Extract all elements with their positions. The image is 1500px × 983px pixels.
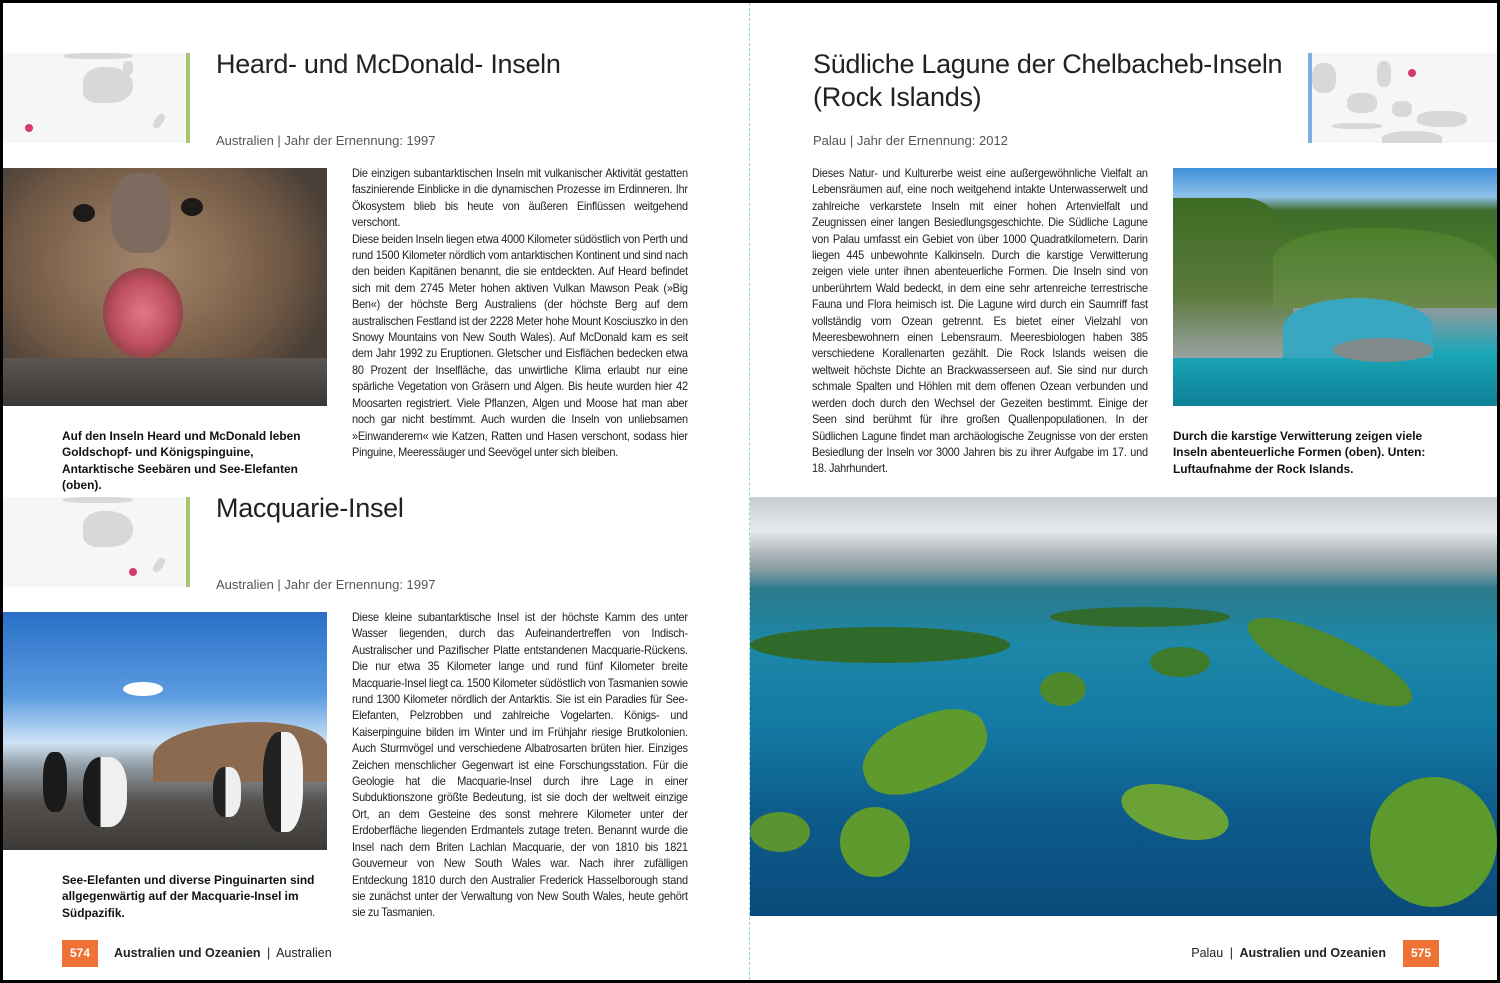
body-paragraph: Dieses Natur- und Kulturerbe weist eine außergewöhnliche Vielfalt an Lebensräumen auf, eine noch weitgehend intakte Unterwasserwelt und zahlreiche verkarstete Inseln mit einer hohen Artenvielfalt und Zeugnissen einer langen Besiedlungsgeschichte. Die Südliche Lagune von Palau umfasst ein Gebiet von über 1000 Quadratkilometern. Darin liegen 445 unbewohnte Kalkinseln. Durch die karstige Verwitterung zeigen viele unter ihnen abenteuerliche Formen. Die Inseln sind von unberührtem Wald bedeckt, in dem eine sehr artenreiche terrestrische Fauna und Flora heimisch ist. Die Lagune wird durch ein Saumriff fast vollständig vom Ozean getrennt. Es bietet einer Vielzahl von Meeresbewohnern einen Lebensraum. Meeresbiologen haben 385 verschiedene Korallenarten gezählt. Die Rock Islands weisen die weltweit höchste Dichte an Brackwasserseen auf. Sie sind nur durch schmale Spalten und Höhlen mit dem offenen Ozean verbunden und werden doch durch den Wechsel der Gezeiten bestimmt. Einige der Seen sind berühmt für ihre großen Quallenpopulationen. In der Südlichen Lagune findet man archäologische Zeugnisse von der ersten Besiedlung der Inseln vor 3000 Jahren bis zu ihrer Aufgabe im 17. und 18. Jahrhundert. xyxy=(812,166,1148,476)
photo-caption: Durch die karstige Verwitterung zeigen viele Inseln abenteuerliche Formen (oben). Unten: Luftaufnahme der Rock Islands. xyxy=(1173,429,1426,476)
elephant-seal-photo xyxy=(3,168,327,406)
rock-islands-photo xyxy=(1173,168,1497,406)
section-title: Heard- und McDonald- Inseln xyxy=(216,49,561,79)
body-paragraph: Diese kleine subantarktische Insel ist der höchste Kamm des unter Wasser liegenden, durch das Aufeinandertreffen von Indisch-Australischer und Pazifischer Platte entstandenen Macquarie-Rückens. Die nur etwa 35 Kilometer lange und rund fünf Kilometer breite Macquarie-Insel liegt ca. 1500 Kilometer südöstlich von Tasmanien sowie rund 1300 Kilometer nördlich der Antarktis. Sie ist ein Paradies für See-Elefanten, Pelzrobben und zahlreiche Vogelarten. Königs- und Kaiserpinguine bilden im Winter und im Frühjahr riesige Brutkolonien. Auch Sturmvögel und verschiedene Albatrosarten brüten hier. Einziges Zeichen menschlicher Gegenwart ist eine Forschungsstation. Für die Geologie hat die Macquarie-Insel durch ihre Lage in einer Subduktionszone größte Bedeutung, ist sie doch der weltweit einzige Ort, an dem Gesteine des sonst mehrere Kilometer unter der Erdoberfläche liegenden Erdmantels zutage treten. Benannt wurde die Insel nach dem Briten Lachlan Macquarie, der von 1810 bis 1821 Gouverneur von New South Wales war. Nach ihrer zufälligen Entdeckung 1810 durch den Australier Frederick Hasselborough stand sie zunächst unter der Verwaltung von New South Wales, heute gehört sie zu Tasmanien. xyxy=(352,610,688,920)
section-body xyxy=(812,165,1148,477)
location-marker-icon xyxy=(25,124,33,132)
footer-section: Australien xyxy=(276,946,332,960)
running-footer xyxy=(114,946,332,960)
location-marker-icon xyxy=(129,568,137,576)
title-line: (Rock Islands) xyxy=(813,82,982,112)
penguins-photo xyxy=(3,612,327,850)
photo-caption: See-Elefanten und diverse Pinguinarten sind allgegenwärtig auf der Macquarie-Insel im Südpazifik. xyxy=(62,873,315,920)
page-number: 575 xyxy=(1403,940,1439,967)
right-page xyxy=(750,3,1497,980)
title-line: Südliche Lagune der Chelbacheb-Inseln xyxy=(813,49,1283,79)
footer-separator: | xyxy=(1229,946,1233,960)
accent-bar xyxy=(186,53,190,143)
rock-islands-aerial-photo xyxy=(750,497,1497,916)
accent-bar xyxy=(186,497,190,587)
section-meta: Australien | Jahr der Ernennung: 1997 xyxy=(216,577,436,592)
photo-caption: Auf den Inseln Heard und McDonald leben Goldschopf- und Königspinguine, Antarktische Seebären und See-Elefanten (oben). xyxy=(62,429,301,493)
section-meta: Palau | Jahr der Ernennung: 2012 xyxy=(813,133,1008,148)
left-page xyxy=(3,3,750,980)
section-meta: Australien | Jahr der Ernennung: 1997 xyxy=(216,133,436,148)
section-body xyxy=(352,609,688,921)
section-title: Macquarie-Insel xyxy=(216,493,404,523)
page-gutter xyxy=(749,3,750,980)
section-title xyxy=(813,48,1282,114)
locator-map-macquarie xyxy=(3,497,186,587)
footer-separator: | xyxy=(267,946,271,960)
running-footer xyxy=(1191,946,1386,960)
page-number: 574 xyxy=(62,940,98,967)
body-paragraph: Die einzigen subantarktischen Inseln mit vulkanischer Aktivität gestatten faszinierende Einblicke in die dynamischen Prozesse im Erdinneren. Ihr Ökosystem blieb bis heute von äußeren Einflüssen weitgehend verschont. xyxy=(352,166,688,230)
locator-map-heard xyxy=(3,53,186,143)
location-marker-icon xyxy=(1408,69,1416,77)
body-paragraph: Diese beiden Inseln liegen etwa 4000 Kilometer südöstlich von Perth und rund 1500 Kilometer nördlich vom antarktischen Kontinent und sind nach den beiden Kapitänen benannt, die sie entdeckten. Auf Heard befindet sich mit dem 2745 Meter hohen aktiven Vulkan Mawson Peak (»Big Ben«) der höchste Berg Australiens (der höchste Berg auf dem australischen Festland ist der 2228 Meter hohe Mount Kosciuszko in den Snowy Mountains von New South Wales). Auf McDonald kam es seit dem Jahr 1992 zu Eruptionen. Gletscher und Eisflächen bedecken etwa 80 Prozent der Inselfläche, das unwirtliche Klima erlaubt nur eine spärliche Vegetation von Gräsern und Algen. Bis heute wurden hier 42 Moosarten registriert. Viele Pflanzen, Algen und Moose hat man aber noch gar nicht bestimmt. Auch wurden die Inseln von unliebsamen »Einwanderern« wie Katzen, Ratten und Hasen verschont, sodass hier Pinguine, Meeressäuger und Seevögel unter sich bleiben. xyxy=(352,231,688,459)
section-body xyxy=(352,165,688,460)
locator-map-palau xyxy=(1312,53,1497,143)
footer-chapter: Australien und Ozeanien xyxy=(114,946,261,960)
footer-section: Palau xyxy=(1191,946,1224,960)
footer-chapter: Australien und Ozeanien xyxy=(1239,946,1386,960)
